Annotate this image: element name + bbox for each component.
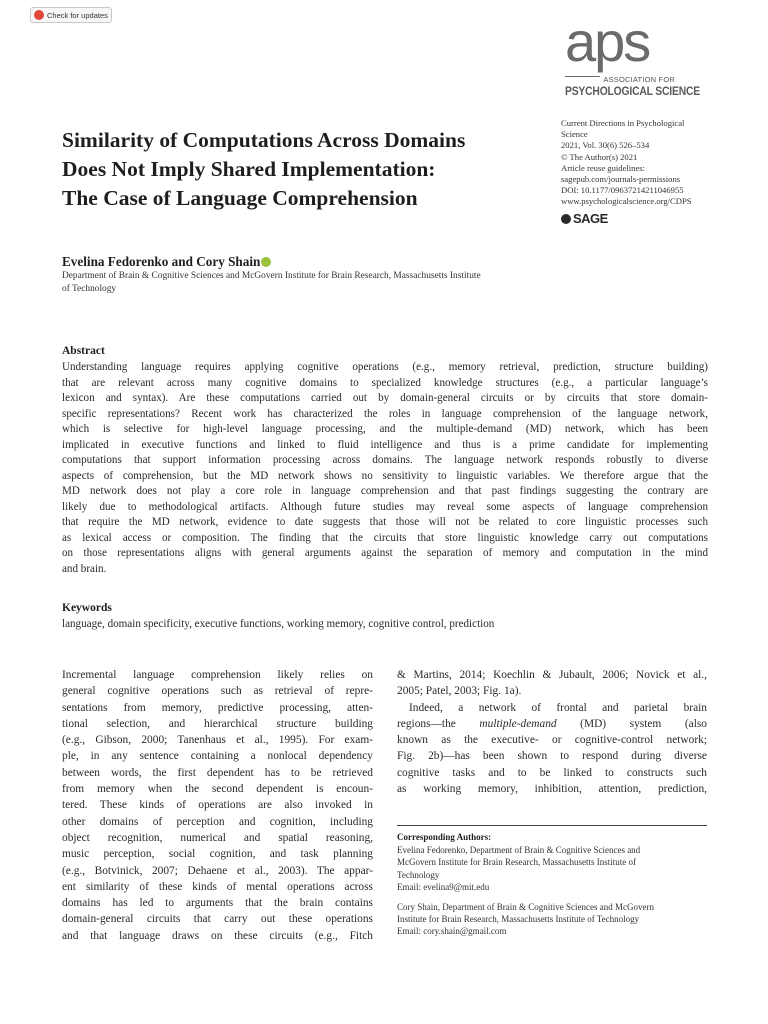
abstract-line: as lexical access or composition. The finding that the circuits that store linguistic knowledge carry out computations [62, 531, 708, 544]
body-line: Fig. 2b)—has been shown to respond during diverse [397, 750, 707, 763]
aps-logo [565, 10, 700, 104]
body-line: known as the executive- or cognitive-control network; [397, 734, 707, 747]
abstract-line: on those representations aligns with general arguments against the separation of memory and computation in the mind [62, 547, 708, 559]
update-check-icon [34, 10, 44, 20]
body-line: tered. These kinds of operations are also invoked in [62, 799, 373, 812]
affiliation-line: Department of Brain & Cognitive Sciences and McGovern Institute for Brain Research, Massachusetts Institute [62, 271, 481, 281]
corresponding-email[interactable]: Email: evelina9@mit.edu [397, 881, 490, 892]
journal-website[interactable]: www.psychologicalscience.org/CDPS [561, 196, 692, 207]
body-line: ple, in any sentence containing a nonlocal dependency [62, 750, 373, 763]
abstract-heading: Abstract [62, 345, 105, 357]
body-line: between words, the first dependent has to be retrieved [62, 766, 373, 779]
article-title [62, 126, 542, 213]
body-line: domain-general circuits that carry out these operations [62, 913, 373, 926]
logo-line-1: ASSOCIATION FOR [600, 75, 675, 84]
corresponding-line: Technology [397, 869, 440, 880]
corresponding-line: Cory Shain, Department of Brain & Cognitive Sciences and McGovern [397, 902, 654, 913]
journal-volume: 2021, Vol. 30(6) 526–534 [561, 140, 650, 151]
abstract-line: computations that support information processing across domains. The language network responds robustly to diverse [62, 454, 708, 466]
body-line: other domains of perception and cognition, including [62, 815, 373, 828]
body-line: tional selection, and hierarchical structure building [62, 717, 373, 730]
orcid-icon[interactable] [261, 257, 271, 267]
sage-wordmark: SAGE [573, 211, 608, 226]
body-line: Incremental language comprehension likely relies on [62, 669, 373, 681]
body-line: music perception, social cognition, and task planning [62, 848, 373, 861]
body-line: domains has led to arguments that the brain contains [62, 897, 373, 910]
title-line: The Case of Language Comprehension [62, 186, 418, 210]
body-line: (e.g., Botvinick, 2007; Dehaene et al., 2003). The appar- [62, 864, 373, 877]
body-line: and that language draws on these circuits (e.g., Fitch [62, 929, 373, 942]
author-affiliation [62, 270, 562, 295]
sage-logo [561, 211, 608, 226]
journal-name-line: Current Directions in Psychological [561, 118, 685, 128]
abstract-line: aspects of comprehension, but the MD network shows no sensitivity to linguistic variables. We therefore argue that the [62, 469, 708, 482]
journal-copyright: © The Author(s) 2021 [561, 151, 638, 162]
body-line: as working memory, inhibition, attention, prediction, [397, 783, 707, 796]
body-line: from memory when the second dependent is encoun- [62, 783, 373, 796]
abstract-line: lexicon and syntax). Are these computations carried out by domain-general circuits or by circuits that store domain- [62, 392, 708, 404]
aps-wordmark: aps [565, 10, 650, 73]
abstract-line: and brain. [62, 562, 107, 575]
body-line: object recognition, numerical and spatial reasoning, [62, 831, 373, 844]
corresponding-email[interactable]: Email: cory.shain@gmail.com [397, 926, 507, 937]
abstract-line: Understanding language requires applying cognitive operations (e.g., memory retrieval, prediction, structure building) [62, 361, 708, 373]
corresponding-line: McGovern Institute for Brain Research, Massachusetts Institute of [397, 857, 636, 868]
corresponding-heading: Corresponding Authors: [397, 832, 492, 842]
abstract-line: MD network does not play a core role in language comprehension and that past findings suggesting the contrary are [62, 485, 708, 497]
body-line: (e.g., Gibson, 2000; Tanenhaus et al., 1995). For exam- [62, 734, 373, 747]
abstract-line: implicated in executive functions and linked to fluid intelligence and thus is a prime candidate for implementing [62, 438, 708, 451]
journal-info [561, 118, 731, 208]
body-line: & Martins, 2014; Koechlin & Jubault, 2006; Novick et al., [397, 669, 707, 681]
logo-line-2: PSYCHOLOGICAL SCIENCE [565, 84, 700, 98]
body-line: ent similarity of these kinds of mental operations across [62, 880, 373, 893]
check-for-updates-button[interactable] [30, 7, 112, 23]
author-list [62, 254, 271, 270]
abstract-text [62, 360, 708, 577]
author-names: Evelina Fedorenko and Cory Shain [62, 254, 261, 269]
body-column-right [397, 667, 707, 797]
check-for-updates-label: Check for updates [47, 10, 108, 20]
affiliation-line: of Technology [62, 283, 117, 294]
abstract-line: specific representations? Recent work has characterized the roles in language comprehension of the language network, [62, 407, 708, 420]
body-text-fragment: (MD) system (also [556, 717, 707, 730]
corresponding-divider [397, 825, 707, 826]
keywords-list: language, domain specificity, executive functions, working memory, cognitive control, prediction [62, 618, 495, 630]
body-line: 2005; Patel, 2003; Fig. 1a). [397, 685, 522, 698]
abstract-line: that are relevant across many cognitive domains to specialized knowledge structures (e.g., a particular language’s [62, 376, 708, 389]
journal-doi[interactable]: DOI: 10.1177/09637214211046955 [561, 185, 684, 196]
body-line [397, 716, 707, 732]
corresponding-line: Evelina Fedorenko, Department of Brain & Cognitive Sciences and [397, 845, 641, 856]
title-line: Does Not Imply Shared Implementation: [62, 157, 436, 181]
keywords-heading: Keywords [62, 602, 112, 614]
body-italic-term: multiple-demand [479, 717, 557, 730]
corresponding-line: Institute for Brain Research, Massachusetts Institute of Technology [397, 914, 640, 925]
body-column-left [62, 667, 373, 944]
abstract-line: which is selective for high-level language processing, and the multiple-demand (MD) network, which has been [62, 423, 708, 435]
journal-name-line: Science [561, 129, 588, 140]
body-line: sentations from memory, predictive processing, atten- [62, 701, 373, 714]
body-line: general cognitive operations such as retrieval of repre- [62, 685, 373, 698]
abstract-line: that require the MD network, evidence to date suggests that those will not be related to core linguistic processes such [62, 516, 708, 528]
corresponding-authors [397, 831, 707, 938]
title-line: Similarity of Computations Across Domains [62, 128, 466, 152]
body-text-fragment: regions—the [397, 717, 480, 730]
journal-reuse-link[interactable]: sagepub.com/journals-permissions [561, 174, 681, 185]
body-line: cognitive tasks and to be linked to constructs such [397, 766, 707, 779]
journal-reuse-label: Article reuse guidelines: [561, 162, 645, 173]
abstract-line: likely due to methodological artifacts. Although future studies may reveal some aspects of language comprehension [62, 500, 708, 513]
sage-icon [561, 214, 571, 224]
body-line: Indeed, a network of frontal and parietal brain [409, 701, 707, 714]
